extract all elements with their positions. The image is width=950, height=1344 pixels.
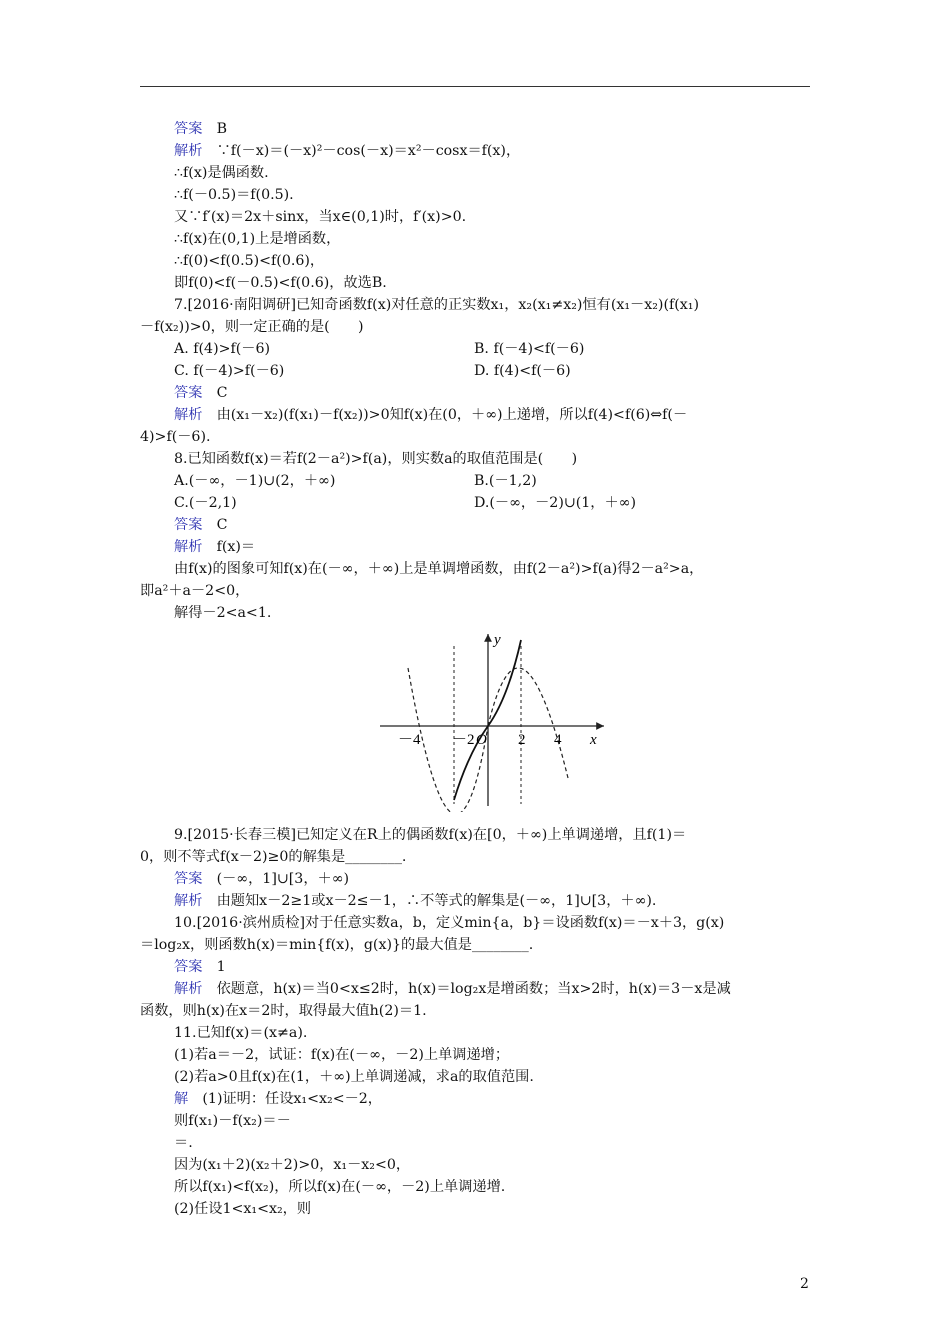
line-text: 又∵f′(x)＝2x＋sinx，当x∈(0,1)时，f′(x)>0. [174, 209, 467, 225]
text-line [140, 294, 810, 316]
answer-keyword: 答案 [174, 517, 203, 533]
line-text: －f(x₂))>0，则一定正确的是( ) [140, 319, 364, 335]
line-text: 由f(x)的图象可知f(x)在(－∞，＋∞)上是单调增函数，由f(2－a²)>f(a)得2－a²>a， [174, 561, 704, 577]
text-line [140, 934, 810, 956]
line-text: (1)证明：任设x₁<x₂<－2， [188, 1091, 382, 1107]
line-text: 8.已知函数f(x)＝若f(2－a²)>f(a)，则实数a的取值范围是( ) [174, 451, 578, 467]
line-text: ∴f(x)在(0,1)上是增函数， [174, 231, 341, 247]
text-line [140, 426, 810, 448]
text-line [140, 956, 810, 978]
line-text: 11.已知f(x)＝(x≠a). [174, 1025, 308, 1041]
text-line [140, 140, 810, 162]
line-text: 即a²＋a－2<0， [140, 583, 250, 599]
line-text: 4)>f(－6). [140, 429, 211, 445]
text-line [140, 1198, 810, 1220]
text-line [140, 118, 810, 140]
line-text: 函数，则h(x)在x＝2时，取得最大值h(2)＝1. [140, 1003, 427, 1019]
right-parabola-dashed [488, 668, 568, 778]
function-graph [372, 628, 612, 812]
line-text: 依题意，h(x)＝当0<x≤2时，h(x)＝log₂x是增函数；当x>2时，h(x)＝3－x是减 [202, 981, 731, 997]
answer-keyword: 解析 [174, 143, 203, 159]
line-text: B [202, 121, 228, 137]
answer-keyword: 解 [174, 1091, 189, 1107]
text-line [140, 1154, 810, 1176]
answer-keyword: 答案 [174, 959, 203, 975]
y-axis-label: y [494, 632, 501, 648]
text-line [140, 514, 810, 536]
line-text: C [202, 517, 228, 533]
text-line [140, 250, 810, 272]
option-row [140, 470, 810, 492]
text-line [140, 1000, 810, 1022]
line-text: 即f(0)<f(－0.5)<f(0.6)，故选B. [174, 275, 387, 291]
line-text: 因为(x₁＋2)(x₂＋2)>0，x₁－x₂<0， [174, 1157, 411, 1173]
line-text: C [202, 385, 228, 401]
text-line [140, 890, 810, 912]
text-line [140, 382, 810, 404]
text-line [140, 184, 810, 206]
text-line [140, 1066, 810, 1088]
text-line [140, 824, 810, 846]
option-item: A.(－∞，－1)∪(2，＋∞) [174, 473, 336, 489]
tick-label-minus-4: －4 [398, 732, 421, 748]
line-text: 1 [202, 959, 226, 975]
text-line [140, 846, 810, 868]
text-line [140, 272, 810, 294]
line-text: 由(x₁－x₂)(f(x₁)－f(x₂))>0知f(x)在(0，＋∞)上递增，所以f(4)<f(6)⇔f(－ [202, 407, 688, 423]
line-text: ＝. [174, 1135, 193, 1151]
line-text: 10.[2016·滨州质检]对于任意实数a，b，定义min{a，b}＝设函数f(x)＝－x＋3，g(x) [174, 915, 725, 931]
text-line [140, 316, 810, 338]
option-row [140, 338, 810, 360]
text-line [140, 1176, 810, 1198]
answer-keyword: 答案 [174, 871, 203, 887]
answer-keyword: 解析 [174, 981, 203, 997]
line-text: 7.[2016·南阳调研]已知奇函数f(x)对任意的正实数x₁，x₂(x₁≠x₂)恒有(x₁－x₂)(f(x₁) [174, 297, 700, 313]
text-line [140, 558, 810, 580]
text-line [140, 868, 810, 890]
option-item: B.(－1,2) [474, 473, 537, 489]
text-line [140, 580, 810, 602]
line-text: ＝log₂x，则函数h(x)＝min{f(x)，g(x)}的最大值是________. [140, 937, 534, 953]
line-text: ∵f(－x)＝(－x)²－cos(－x)＝x²－cosx＝f(x)， [202, 143, 521, 159]
text-block-2 [140, 824, 810, 1220]
text-line [140, 536, 810, 558]
option-row [140, 360, 810, 382]
text-line [140, 1044, 810, 1066]
text-line [140, 228, 810, 250]
tick-label-2: 2 [518, 732, 526, 748]
line-text: (2)若a>0且f(x)在(1，＋∞)上单调递减，求a的取值范围. [174, 1069, 534, 1085]
line-text: ∴f(0)<f(0.5)<f(0.6)， [174, 253, 325, 269]
text-block-1 [140, 118, 810, 624]
option-item: B. f(－4)<f(－6) [474, 341, 585, 357]
tick-label-minus-2: －2 [452, 732, 475, 748]
option-item: A. f(4)>f(－6) [174, 341, 271, 357]
line-text: 由题知x－2≥1或x－2≤－1，∴不等式的解集是(－∞，1]∪[3，＋∞). [202, 893, 657, 909]
header-rule [140, 86, 810, 87]
text-line [140, 1132, 810, 1154]
origin-label: O [476, 732, 487, 748]
text-line [140, 448, 810, 470]
text-line [140, 1022, 810, 1044]
option-item: C. f(－4)>f(－6) [174, 363, 285, 379]
line-text: ∴f(x)是偶函数. [174, 165, 269, 181]
line-text: 9.[2015·长春三模]已知定义在R上的偶函数f(x)在[0，＋∞)上单调递增，且f(1)＝ [174, 827, 687, 843]
text-line [140, 912, 810, 934]
answer-keyword: 答案 [174, 385, 203, 401]
option-item: D.(－∞，－2)∪(1，＋∞) [474, 495, 637, 511]
answer-keyword: 解析 [174, 539, 203, 555]
line-text: ∴f(－0.5)＝f(0.5). [174, 187, 294, 203]
page-number: 2 [800, 1276, 809, 1292]
line-text: 所以f(x₁)<f(x₂)，所以f(x)在(－∞，－2)上单调递增. [174, 1179, 506, 1195]
line-text: 则f(x₁)－f(x₂)＝－ [174, 1113, 291, 1129]
text-line [140, 162, 810, 184]
answer-keyword: 答案 [174, 121, 203, 137]
line-text: (－∞，1]∪[3，＋∞) [202, 871, 350, 887]
text-line [140, 978, 810, 1000]
option-item: D. f(4)<f(－6) [474, 363, 571, 379]
line-text: 解得－2<a<1. [174, 605, 272, 621]
tick-label-4: 4 [554, 732, 562, 748]
x-axis-label: x [590, 732, 597, 748]
line-text: (1)若a＝－2，试证：f(x)在(－∞，－2)上单调递增； [174, 1047, 510, 1063]
line-text: 0，则不等式f(x－2)≥0的解集是________. [140, 849, 407, 865]
option-item: C.(－2,1) [174, 495, 237, 511]
text-line [140, 1088, 810, 1110]
text-line [140, 1110, 810, 1132]
option-row [140, 492, 810, 514]
text-line [140, 206, 810, 228]
text-line [140, 602, 810, 624]
answer-keyword: 解析 [174, 893, 203, 909]
text-line [140, 404, 810, 426]
line-text: f(x)＝ [202, 539, 256, 555]
answer-keyword: 解析 [174, 407, 203, 423]
line-text: (2)任设1<x₁<x₂，则 [174, 1201, 312, 1217]
